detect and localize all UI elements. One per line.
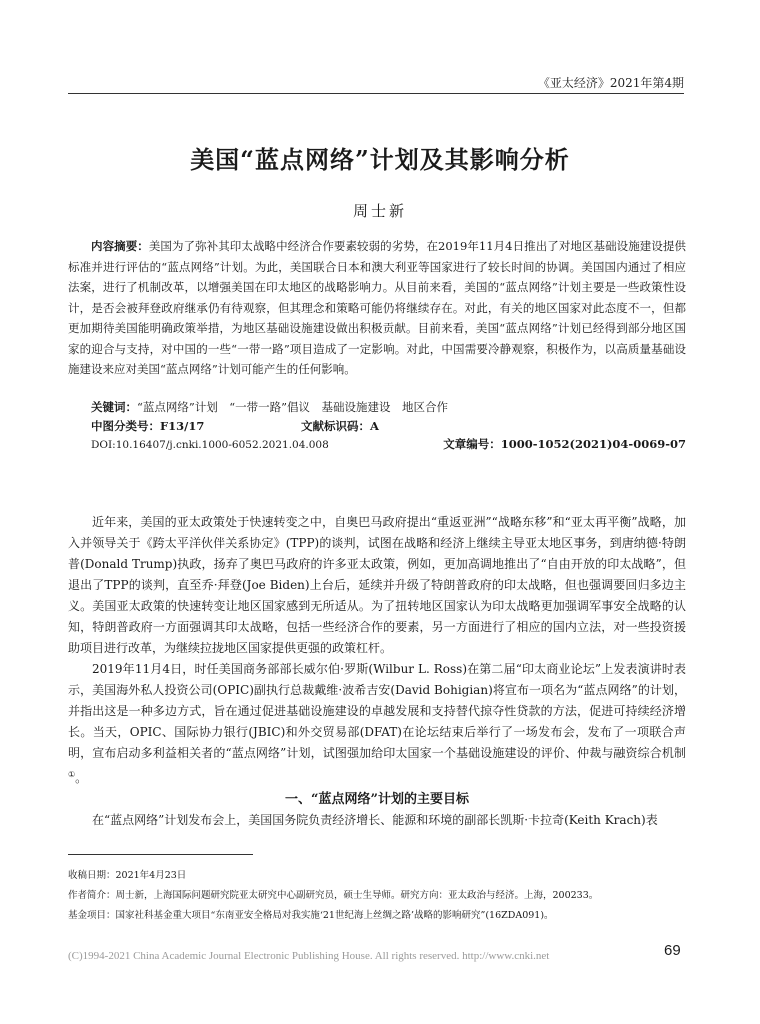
footnote-funding: 基金项目：国家社科基金重大项目“东南亚安全格局对我实施‘21世纪海上丝绸之路’战略的影响研究”(16ZDA091)。 <box>68 910 554 921</box>
keywords-label: 关键词： <box>91 400 137 414</box>
page-number: 69 <box>664 942 681 959</box>
classification-code-label: 中图分类号： <box>91 419 160 433</box>
document-code-value: A <box>370 419 379 433</box>
abstract <box>68 236 686 380</box>
keywords-text: “蓝点网络”计划 “一带一路”倡议 基础设施建设 地区合作 <box>137 400 449 414</box>
section-heading: 一、“蓝点网络”计划的主要目标 <box>285 792 469 807</box>
header-rule <box>68 93 684 94</box>
footnote-author-bio: 作者简介：周士新，上海国际问题研究院亚太研究中心副研究员，硕士生导师。研究方向：亚太政治与经济。上海，200233。 <box>68 890 599 901</box>
body-paragraph <box>68 659 686 789</box>
article-number-label: 文章编号： <box>443 437 501 451</box>
footnote-rule <box>68 854 253 855</box>
author-name: 周士新 <box>352 202 407 220</box>
footnote-received: 收稿日期：2021年4月23日 <box>68 870 187 881</box>
article-number-value: 1000-1052(2021)04-0069-07 <box>500 437 686 451</box>
article-title: 美国“蓝点网络”计划及其影响分析 <box>190 145 570 174</box>
body-paragraph-end: 。 <box>75 771 88 785</box>
body-paragraph: 近年来，美国的亚太政策处于快速转变之中，自奥巴马政府提出“重返亚洲”“战略东移”和“亚太再平衡”战略，加入并领导关于《跨太平洋伙伴关系协定》(TPP)的谈判，试图在战略和经济上继续主导亚太地区事务，到唐纳德·特朗普(Donald Trump)执政，扬弃了奥巴马政府的许多亚太政策，例如，更加高调地推出了“自由开放的印太战略”，但退出了TPP的谈判，直至乔·拜登(Joe Biden)上台后，延续并升级了特朗普政府的印太战略，但也强调要回归多边主义。美国亚太政策的快速转变让地区国家感到无所适从。为了扭转地区国家认为印太战略更加强调军事安全战略的认知，特朗普政府一方面强调其印太战略，包括一些经济合作的要素，另一方面进行了相应的国内立法，对一些投资援助项目进行改革，为继续拉拢地区国家提供更强的政策杠杆。 <box>68 515 686 655</box>
article-body <box>68 512 686 831</box>
abstract-text: 美国为了弥补其印太战略中经济合作要素较弱的劣势，在2019年11月4日推出了对地区基础设施建设提供标准并进行评估的“蓝点网络”计划。为此，美国联合日本和澳大利亚等国家进行了较长时间的协调。美国国内通过了相应法案，进行了机制改革，以增强美国在印太地区的战略影响力。从目前来看，美国的“蓝点网络”计划主要是一些政策性设计，是否会被拜登政府继承仍有待观察，但其理念和策略可能仍将继续存在。对此，有关的地区国家对此态度不一，但都更加期待美国能明确政策举措，为地区基础设施建设做出积极贡献。目前来看，美国“蓝点网络”计划已经得到部分地区国家的迎合与支持，对中国的一些“一带一路”项目造成了一定影响。对此，中国需要冷静观察，积极作为，以高质量基础设施建设来应对美国“蓝点网络”计划可能产生的任何影响。 <box>68 239 687 376</box>
document-code-label: 文献标识码： <box>301 419 370 433</box>
classification-code <box>91 417 301 435</box>
classification-code-value: F13/17 <box>160 419 205 433</box>
body-paragraph-text: 2019年11月4日，时任美国商务部部长威尔伯·罗斯(Wilbur L. Ross)在第二届“印太商业论坛”上发表演讲时表示，美国海外私人投资公司(OPIC)副执行总裁戴维·波希吉安(David Bohigian)将宣布一项名为“蓝点网络”的计划，并指出这是一种多边方式，旨在通过促进基础设施建设的卓越发展和支持替代掠夺性贷款的方法，促进可持续经济增长。当天，OPIC、国际协力银行(JBIC)和外交贸易部(DFAT)在论坛结束后举行了一场发布会，发布了一项联合声明，宣布启动多利益相关者的“蓝点网络”计划，试图强加给印太国家一个基础设施建设的评价、仲裁与融资综合机制 <box>68 662 686 760</box>
document-code <box>301 417 481 435</box>
doi: DOI:10.16407/j.cnki.1000-6052.2021.04.008 <box>91 439 329 451</box>
footnote-ref: ① <box>68 770 76 779</box>
copyright-notice: (C)1994-2021 China Academic Journal Electronic Publishing House. All rights reserved. http://www.cnki.net <box>68 950 550 962</box>
abstract-label: 内容摘要： <box>91 239 149 253</box>
running-header: 《亚太经济》2021年第4期 <box>537 76 684 90</box>
footnotes <box>68 866 686 926</box>
body-paragraph: 在“蓝点网络”计划发布会上，美国国务院负责经济增长、能源和环境的副部长凯斯·卡拉奇(Keith Krach)表 <box>92 813 658 827</box>
keywords <box>68 398 686 416</box>
